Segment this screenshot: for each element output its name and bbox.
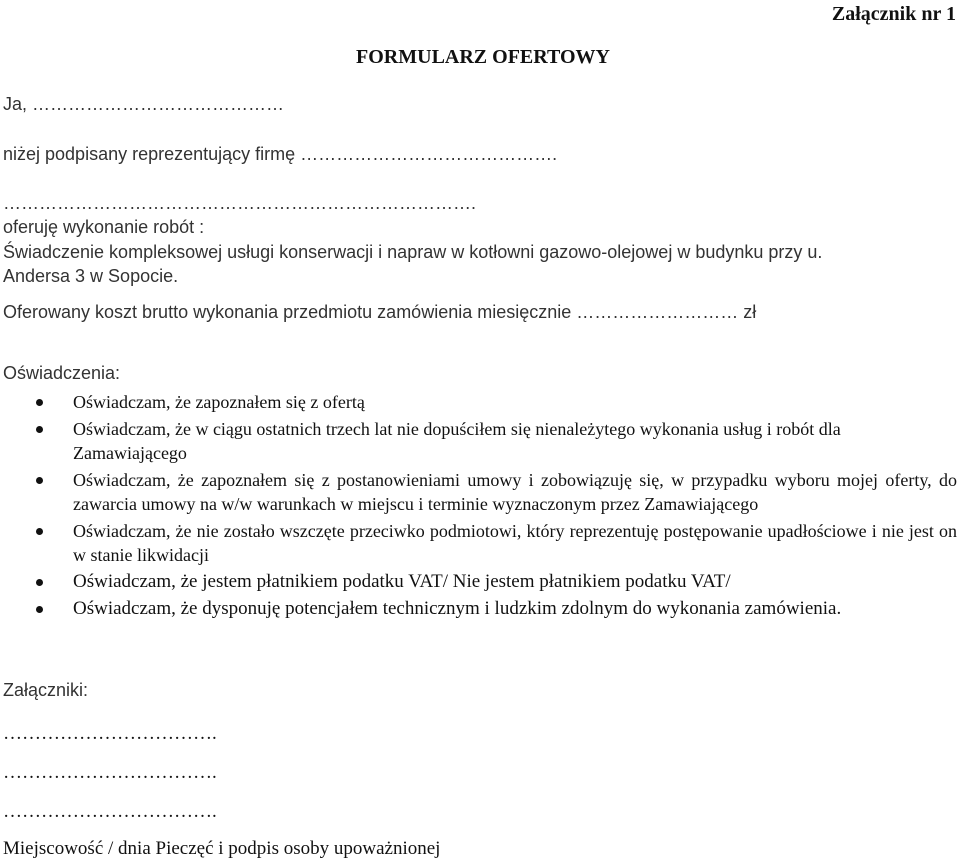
company-line: niżej podpisany reprezentujący firmę ……………………………………. <box>3 144 558 164</box>
cost-line: Oferowany koszt brutto wykonania przedmiotu zamówienia miesięcznie ……………………… zł <box>3 302 757 322</box>
bullet-icon <box>36 399 43 406</box>
declarations-heading: Oświadczenia: <box>3 363 121 383</box>
attachment-line: ……………………………. <box>3 801 217 822</box>
list-item: Oświadczam, że w ciągu ostatnich trzech lat nie dopuściłem się nienależytego wykonania usług i robót dla Zamawiającego <box>0 417 960 465</box>
attachment-line: ……………………………. <box>3 762 217 783</box>
name-line: Ja, …………………………………… <box>3 94 285 114</box>
list-item: Oświadczam, że nie zostało wszczęte przeciwko podmiotowi, który reprezentuję postępowanie upadłościowe i nie jest on w stanie likwidacji <box>0 519 960 567</box>
bullet-icon <box>36 606 43 613</box>
annex-label: Załącznik nr 1 <box>831 3 956 25</box>
bullet-icon <box>36 477 43 484</box>
signature-line: Miejscowość / dnia Pieczęć i podpis osoby upoważnionej <box>3 838 441 859</box>
list-item: Oświadczam, że zapoznałem się z ofertą <box>0 390 960 414</box>
list-item: Oświadczam, że zapoznałem się z postanowieniami umowy i zobowiązuję się, w przypadku wyboru mojej oferty, do zawarcia umowy na w/w warunkach w miejscu i terminie wyznaczonym przez Zamawiającego <box>0 468 960 516</box>
bullet-icon <box>36 426 43 433</box>
company-continuation-line: ……………………………………………………………………. <box>3 193 477 213</box>
list-item: Oświadczam, że dysponuję potencjałem technicznym i ludzkim zdolnym do wykonania zamówienia. <box>0 597 960 621</box>
offer-line: oferuję wykonanie robót : <box>3 217 205 237</box>
address-line: Andersa 3 w Sopocie. <box>3 266 179 286</box>
declarations-list <box>0 390 960 624</box>
service-description-line: Świadczenie kompleksowej usługi konserwacji i napraw w kotłowni gazowo-olejowej w budynku przy u. <box>3 242 823 262</box>
attachments-heading: Załączniki: <box>3 680 89 700</box>
attachment-line: ……………………………. <box>3 723 217 744</box>
bullet-icon <box>36 579 43 586</box>
page-title: FORMULARZ OFERTOWY <box>356 46 610 68</box>
bullet-icon <box>36 528 43 535</box>
list-item: Oświadczam, że jestem płatnikiem podatku VAT/ Nie jestem płatnikiem podatku VAT/ <box>0 570 960 594</box>
